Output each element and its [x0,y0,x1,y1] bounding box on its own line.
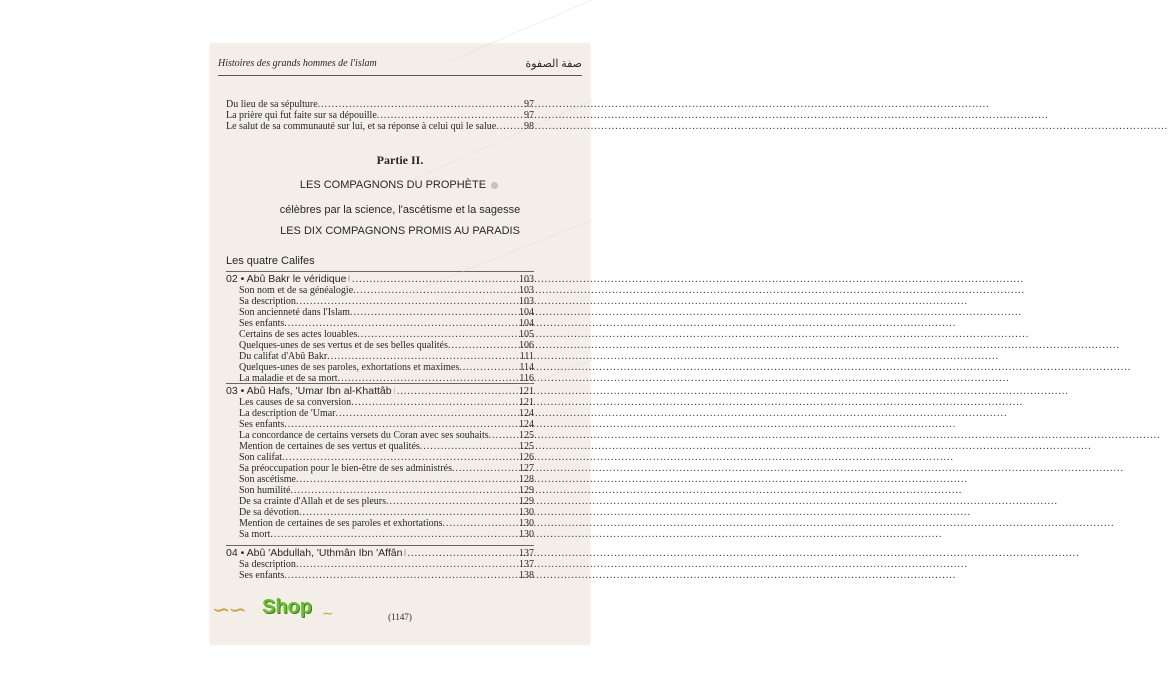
group-rule [226,545,534,546]
logo-swirl-icon: ∽∽ [212,598,245,623]
logo-tail-icon: ∼ [322,607,334,622]
toc-entry: Son califat ..... 126 [226,452,534,463]
toc-group [226,271,534,384]
page-number: (1147) [388,612,412,622]
toc-entry: La concordance de certains versets du Coran avec ses souhaits ..... 125 [226,430,534,441]
honorific-icon [348,275,350,282]
group-rule [226,271,534,272]
group-heading: 04 • Abû 'Abdullah, 'Uthmân Ibn 'Affân ..... 137 [226,548,534,559]
book-page [210,44,590,644]
group-heading: 03 • Abû Hafs, 'Umar Ibn al-Khattâb ..... 121 [226,386,534,397]
honorific-icon [404,549,405,556]
toc-entry: Son humilité ..... 129 [226,485,534,496]
toc-entry: De sa crainte d'Allah et de ses pleurs ..... 129 [226,496,534,507]
toc-entry: La maladie et de sa mort ..... 116 [226,373,534,384]
intro-entries [226,99,534,132]
toc-entry: Ses enfants ..... 104 [226,318,534,329]
toc-entry: De sa dévotion ..... 130 [226,507,534,518]
part-description: célèbres par la science, l'ascétisme et la sagesse [279,204,521,216]
toc-entry: Son nom et de sa généalogie ..... 103 [226,285,534,296]
toc-entry: Sa description ..... 137 [226,559,534,570]
part-title: Partie II. [376,153,424,167]
shop-logo [212,590,352,634]
toc-entry: Les causes de sa conversion ..... 121 [226,397,534,408]
toc-group [226,383,534,540]
toc-entry: Le salut de sa communauté sur lui, et sa réponse à celui qui le salue ..... 98 [226,121,534,132]
group-heading: 02 • Abû Bakr le véridique ..... 103 [226,274,534,285]
toc-entry: Certains de ses actes louables ..... 105 [226,329,534,340]
running-header [218,58,582,74]
toc-entry: Son ancienneté dans l'Islam ..... 104 [226,307,534,318]
section-heading: Les quatre Califes [226,255,315,267]
toc-entry: Son ascétisme ..... 128 [226,474,534,485]
toc-entry: Ses enfants ..... 138 [226,570,534,581]
group-rule [226,383,534,384]
toc-entry: La description de 'Umar ..... 124 [226,408,534,419]
toc-entry: La prière qui fut faite sur sa dépouille ..... 97 [226,110,534,121]
honorific-icon [394,387,395,394]
logo-text: Shop [262,596,312,618]
part-heading: LES DIX COMPAGNONS PROMIS AU PARADIS [280,225,520,237]
toc-entry: Mention de certaines de ses vertus et qualités ..... 125 [226,441,534,452]
toc-entry: Quelques-unes de ses paroles, exhortations et maximes ..... 114 [226,362,534,373]
toc-entry: Sa description ..... 103 [226,296,534,307]
toc-entry: Mention de certaines de ses paroles et exhortations ..... 130 [226,518,534,529]
toc-entry: Du lieu de sa sépulture ..... 97 [226,99,534,110]
toc-entry: Sa mort ..... 130 [226,529,534,540]
honorific-icon [491,182,498,189]
toc-entry: Ses enfants ..... 124 [226,419,534,430]
toc-group [226,545,534,581]
toc-entry: Sa préoccupation pour le bien-être de ses administrés ..... 127 [226,463,534,474]
toc-entry: Du califat d'Abû Bakr ..... 111 [226,351,534,362]
header-rule [218,75,582,76]
arabic-title: صفة الصفوة [525,58,582,70]
book-title: Histoires des grands hommes de l'islam [218,58,377,69]
toc-entry: Quelques-unes de ses vertus et de ses belles qualités ..... 106 [226,340,534,351]
part-subtitle: LES COMPAGNONS DU PROPHÈTE [210,179,590,191]
